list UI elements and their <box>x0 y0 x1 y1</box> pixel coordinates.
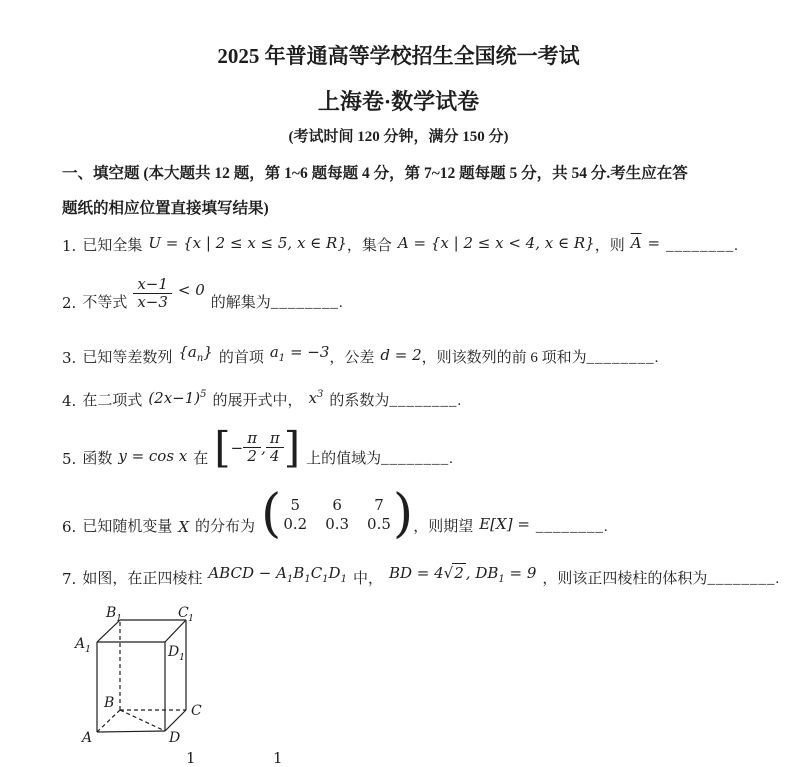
math-fraction: $\frac{\pi}{4}$ <box>266 430 284 466</box>
math-first-term: $a_1 = -3$ <box>269 343 330 364</box>
vertex-label-B1: B <box>106 605 117 621</box>
prism-svg <box>72 602 222 752</box>
question-text: 的解集为 <box>210 294 271 311</box>
matrix-cell: 0.5 <box>367 514 391 533</box>
question-text: 已知随机变量 <box>82 519 173 536</box>
math-random-variable: X <box>178 518 190 537</box>
subscript: n <box>196 353 204 364</box>
question-5 <box>62 423 453 472</box>
fraction-numerator: x−1 <box>137 275 168 293</box>
period: . <box>775 571 780 587</box>
vertex-label-A1-sub: 1 <box>85 644 92 655</box>
math-interval <box>214 423 301 472</box>
question-6 <box>62 484 608 544</box>
exponent: 3 <box>317 389 324 400</box>
matrix-cell: 0.3 <box>325 514 350 533</box>
question-1 <box>62 234 738 255</box>
question-text: 的首项 <box>218 350 264 366</box>
exponent: 5 <box>200 389 207 400</box>
period: . <box>457 393 462 409</box>
left-paren: ( <box>261 484 282 544</box>
matrix-cell: 6 <box>332 495 342 514</box>
prism-figure <box>72 602 222 757</box>
radicand: 2 <box>454 564 464 582</box>
question-2 <box>62 276 343 312</box>
math-equals: = <box>647 234 661 252</box>
answer-blank: ________ <box>535 519 604 536</box>
question-number: 6. <box>62 518 77 537</box>
section-heading-line2: 题纸的相应位置直接填写结果) <box>62 200 269 217</box>
vertex-label-B: B <box>104 695 115 711</box>
section-heading-line1: 一、填空题 (本大题共 12 题，第 1~6 题每题 4 分，第 7~12 题每题 5 分，共 54 分.考生应在答 <box>62 165 688 182</box>
exam-subtitle: 上海卷·数学试卷 <box>317 89 480 114</box>
question-text: 在 <box>193 450 209 467</box>
question-text: 在二项式 <box>82 393 143 409</box>
math-sequence: $\{a_n\}$ <box>178 343 213 364</box>
math-expectation: E[X] = <box>479 515 530 534</box>
question-number: 3. <box>62 349 77 367</box>
period: . <box>734 238 738 254</box>
left-bracket: [ <box>214 423 231 472</box>
clipped-next-line-digit: 1 <box>273 749 283 767</box>
fraction-denominator: x−3 <box>133 293 172 311</box>
question-number: 2. <box>62 293 77 312</box>
question-text: ，公差 <box>329 350 375 366</box>
exam-info: (考试时间 120 分钟，满分 150 分) <box>288 129 509 145</box>
vertex-label-D: D <box>169 730 181 746</box>
matrix-cell: 7 <box>374 495 384 514</box>
answer-blank: ________ <box>707 571 776 587</box>
math-complement-a: $\overline{A}$ <box>630 234 642 252</box>
question-text: 中， <box>352 571 383 587</box>
matrix-grid <box>283 496 391 533</box>
right-bracket: ] <box>283 423 301 472</box>
answer-blank: ________ <box>389 393 458 409</box>
math-binomial: $(2x-1)^5$ <box>148 389 207 407</box>
vertex-label-B1-sub: 1 <box>116 613 123 624</box>
question-text: 已知等差数列 <box>82 350 173 366</box>
period: . <box>449 450 453 467</box>
period: . <box>603 519 608 536</box>
question-text: ，则期望 <box>413 519 474 536</box>
math-common-difference: d = 2 <box>380 346 422 364</box>
question-text: ，集合 <box>346 238 392 254</box>
question-number: 5. <box>62 449 77 468</box>
vertex-label-D1: D <box>168 644 180 660</box>
minus-sign: − <box>230 438 244 457</box>
math-inequality: < 0 <box>177 280 205 299</box>
question-text: ，则该正四棱柱的体积为 <box>542 571 708 587</box>
vertex-label-D1-sub: 1 <box>179 652 186 663</box>
math-function: y = cos x <box>118 446 188 465</box>
question-text: 的系数为 <box>329 393 390 409</box>
math-diagonals: BD = 4√2 , $DB_1 = 9$ <box>388 564 537 585</box>
vertex-label-C1-sub: 1 <box>188 613 195 624</box>
question-4 <box>62 389 461 410</box>
question-3 <box>62 343 658 367</box>
math-distribution-matrix <box>261 484 414 544</box>
question-text: ，则该数列的前 6 项和为 <box>421 350 587 366</box>
answer-blank: ________ <box>381 450 450 467</box>
math-fraction <box>133 276 172 312</box>
math-set-a: A = {x | 2 ≤ x < 4, x ∈ R} <box>397 234 595 252</box>
question-text: 的展开式中， <box>212 393 303 409</box>
answer-blank: ________ <box>270 294 339 311</box>
radical-sign: √ <box>443 564 454 582</box>
math-fraction: $\frac{\pi}{2}$ <box>243 430 261 466</box>
question-text: 上的值域为 <box>306 450 382 467</box>
question-text: 不等式 <box>82 294 128 311</box>
vertex-label-C: C <box>191 703 202 719</box>
question-text: 已知全集 <box>82 238 143 254</box>
matrix-cell: 0.2 <box>283 514 308 533</box>
comma: , <box>261 438 266 457</box>
math-term: $x^3$ <box>308 389 324 407</box>
matrix-cell: 5 <box>290 495 301 514</box>
period: . <box>338 294 343 311</box>
question-number: 4. <box>62 392 77 410</box>
right-paren: ) <box>392 484 414 544</box>
question-number: 1. <box>62 237 77 255</box>
math-universal-set: U = {x | 2 ≤ x ≤ 5, x ∈ R} <box>148 234 347 252</box>
vertex-label-A: A <box>82 730 93 746</box>
question-7 <box>62 564 779 588</box>
question-text: 函数 <box>82 450 113 467</box>
question-text: 如图，在正四棱柱 <box>82 571 203 587</box>
exam-title: 2025 年普通高等学校招生全国统一考试 <box>217 44 580 68</box>
answer-blank: ________ <box>586 350 655 366</box>
question-text: ，则 <box>594 238 625 254</box>
question-number: 7. <box>62 570 77 588</box>
clipped-next-line-digit: 1 <box>186 749 196 767</box>
period: . <box>654 350 659 366</box>
subscript: 1 <box>278 353 286 364</box>
vertex-label-A1: A <box>75 636 86 652</box>
answer-blank: ________ <box>666 238 735 254</box>
question-text: 的分布为 <box>195 519 256 536</box>
math-prism-name: ABCD − $A_1B_1C_1D_1$ <box>208 564 347 585</box>
vertex-label-C1: C <box>178 605 189 621</box>
